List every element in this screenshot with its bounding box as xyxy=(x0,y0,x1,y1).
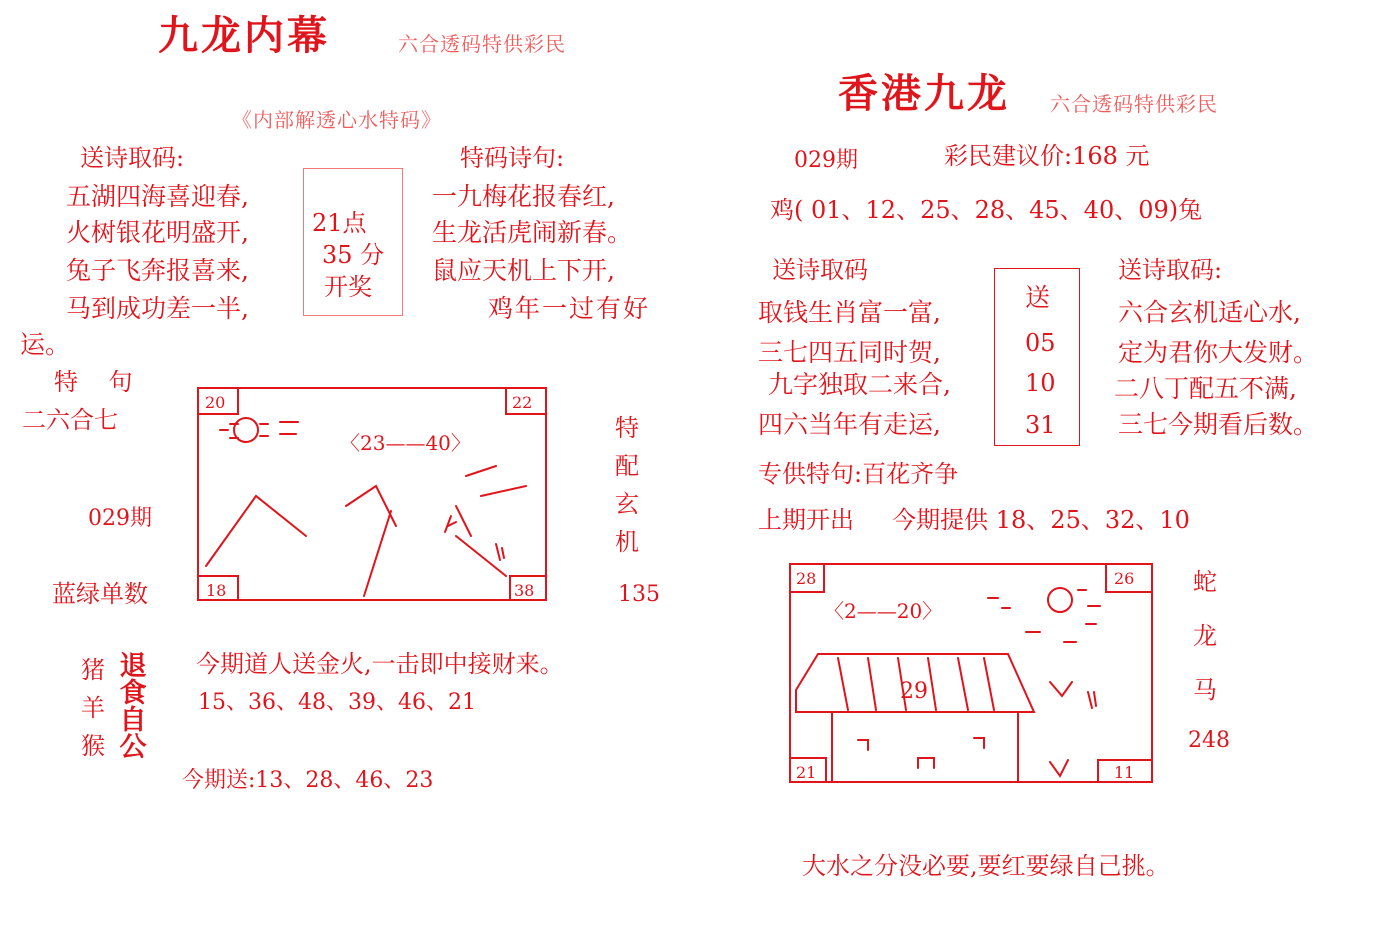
draw-time-minute: 35 分 xyxy=(322,241,385,269)
side-char: 马 xyxy=(1193,676,1217,704)
left-sketch xyxy=(196,386,548,602)
left-subtitle: 《内部解透心水特码》 xyxy=(232,108,442,132)
right-side-number: 248 xyxy=(1188,728,1230,753)
sun-rays xyxy=(988,590,1100,642)
side-char: 龙 xyxy=(1193,622,1217,650)
left-poem2-line: 鼠应天机上下开, xyxy=(432,256,615,285)
right-title-sub: 六合透码特供彩民 xyxy=(1050,92,1218,116)
retreat-char: 退 xyxy=(119,651,147,682)
sketch-frame xyxy=(790,564,1152,782)
left-poem1-line: 火树银花明盛开, xyxy=(66,218,249,247)
left-poem2-line: 鸡年一过有好 xyxy=(488,294,651,323)
sketch-corner-br: 11 xyxy=(1114,763,1135,782)
last-line: 上期开出 今期提供 18、25、32、10 xyxy=(758,506,1190,534)
code-line: 鸡( 01、12、25、28、45、40、09)兔 xyxy=(770,196,1203,224)
special-phrase-label: 特 句 xyxy=(54,368,133,396)
house-windows xyxy=(858,738,984,768)
sketch-corner-tl: 20 xyxy=(205,393,226,412)
special-phrase-value: 二六合七 xyxy=(22,406,118,434)
sketch-corner-tr: 22 xyxy=(512,393,533,412)
right-sketch xyxy=(788,562,1154,784)
left-poem1-line: 五湖四海喜迎春, xyxy=(66,182,249,211)
right-poem2-line: 三七今期看后数。 xyxy=(1118,410,1319,439)
send-box-number: 31 xyxy=(1025,411,1056,439)
send-box-label: 送 xyxy=(1025,283,1051,312)
left-poem2-line: 生龙活虎闹新春。 xyxy=(432,218,633,247)
draw-time-hour: 21点 xyxy=(312,209,367,237)
right-title: 香港九龙 xyxy=(838,70,1010,117)
sketch-range: 〈23——40〉 xyxy=(340,431,471,455)
send-box-number: 05 xyxy=(1025,329,1056,357)
left-issue: 029期 xyxy=(88,506,152,531)
retreat-list xyxy=(118,644,148,763)
suggested-price: 彩民建议价:168 元 xyxy=(944,142,1150,170)
send-box-number: 10 xyxy=(1025,369,1056,397)
sketch-corner-tl: 28 xyxy=(796,569,817,588)
footer-line: 大水之分没必要,要红要绿自己挑。 xyxy=(802,852,1170,880)
side-char: 玄 xyxy=(615,490,639,518)
left-side-vertical xyxy=(612,408,642,560)
mountain-strokes xyxy=(206,466,526,596)
send-number-box xyxy=(994,268,1080,446)
sketch-corner-tr: 26 xyxy=(1114,569,1135,588)
grass-strokes xyxy=(445,516,504,560)
right-poem1-line: 取钱生肖富一富, xyxy=(758,298,941,327)
send-line: 今期送:13、28、46、23 xyxy=(182,768,434,793)
left-poem2-header: 特码诗句: xyxy=(460,144,565,172)
right-poem2-line: 二八丁配五不满, xyxy=(1114,374,1297,403)
left-poem1-header: 送诗取码: xyxy=(80,144,185,172)
daoren-line: 今期道人送金火,一击即中接财来。 xyxy=(196,650,564,678)
sketch-range: 〈2——20〉 xyxy=(824,599,943,623)
right-issue: 029期 xyxy=(794,148,858,173)
left-poem2-line: 一九梅花报春红, xyxy=(432,182,615,211)
side-char: 蛇 xyxy=(1193,568,1217,596)
right-side-vertical xyxy=(1190,562,1220,724)
draw-time-box xyxy=(303,168,403,316)
right-poem1-header: 送诗取码 xyxy=(772,256,868,284)
animal-char: 猴 xyxy=(81,732,105,760)
grass-strokes xyxy=(1050,682,1096,776)
animal-list xyxy=(78,650,108,764)
right-poem2-header: 送诗取码: xyxy=(1118,256,1223,284)
left-side-number: 135 xyxy=(618,582,660,607)
numbers-line: 15、36、48、39、46、21 xyxy=(198,690,476,715)
retreat-char: 食 xyxy=(119,678,147,709)
sketch-corner-br: 38 xyxy=(514,581,535,600)
right-poem2-line: 定为君你大发财。 xyxy=(1118,338,1319,367)
right-poem1-line: 四六当年有走运, xyxy=(758,410,941,439)
retreat-char: 自 xyxy=(119,705,147,736)
left-title-sub: 六合透码特供彩民 xyxy=(398,32,566,56)
right-poem1-line: 九字独取二来合, xyxy=(768,370,951,399)
side-char: 配 xyxy=(615,452,639,480)
animal-char: 羊 xyxy=(81,694,105,722)
draw-time-label: 开奖 xyxy=(324,273,372,301)
house-number: 29 xyxy=(900,679,928,704)
sketch-corner-bl: 18 xyxy=(206,581,227,600)
sketch-corner-bl: 21 xyxy=(796,763,817,782)
left-poem1-line: 马到成功差一半, xyxy=(66,294,249,323)
left-poem1-line: 兔子飞奔报喜来, xyxy=(66,256,249,285)
special-line: 专供特句:百花齐争 xyxy=(758,460,959,488)
house-walls xyxy=(832,712,1018,782)
side-char: 机 xyxy=(615,528,639,556)
animal-char: 猪 xyxy=(81,656,105,684)
color-hint: 蓝绿单数 xyxy=(52,580,148,608)
retreat-char: 公 xyxy=(119,732,147,763)
right-poem2-line: 六合玄机适心水, xyxy=(1118,298,1301,327)
sun-icon xyxy=(1048,588,1072,612)
left-poem2-tail: 运。 xyxy=(20,330,71,359)
right-poem1-line: 三七四五同时贺, xyxy=(758,338,941,367)
left-title: 九龙内幕 xyxy=(158,12,330,59)
side-char: 特 xyxy=(615,414,639,442)
